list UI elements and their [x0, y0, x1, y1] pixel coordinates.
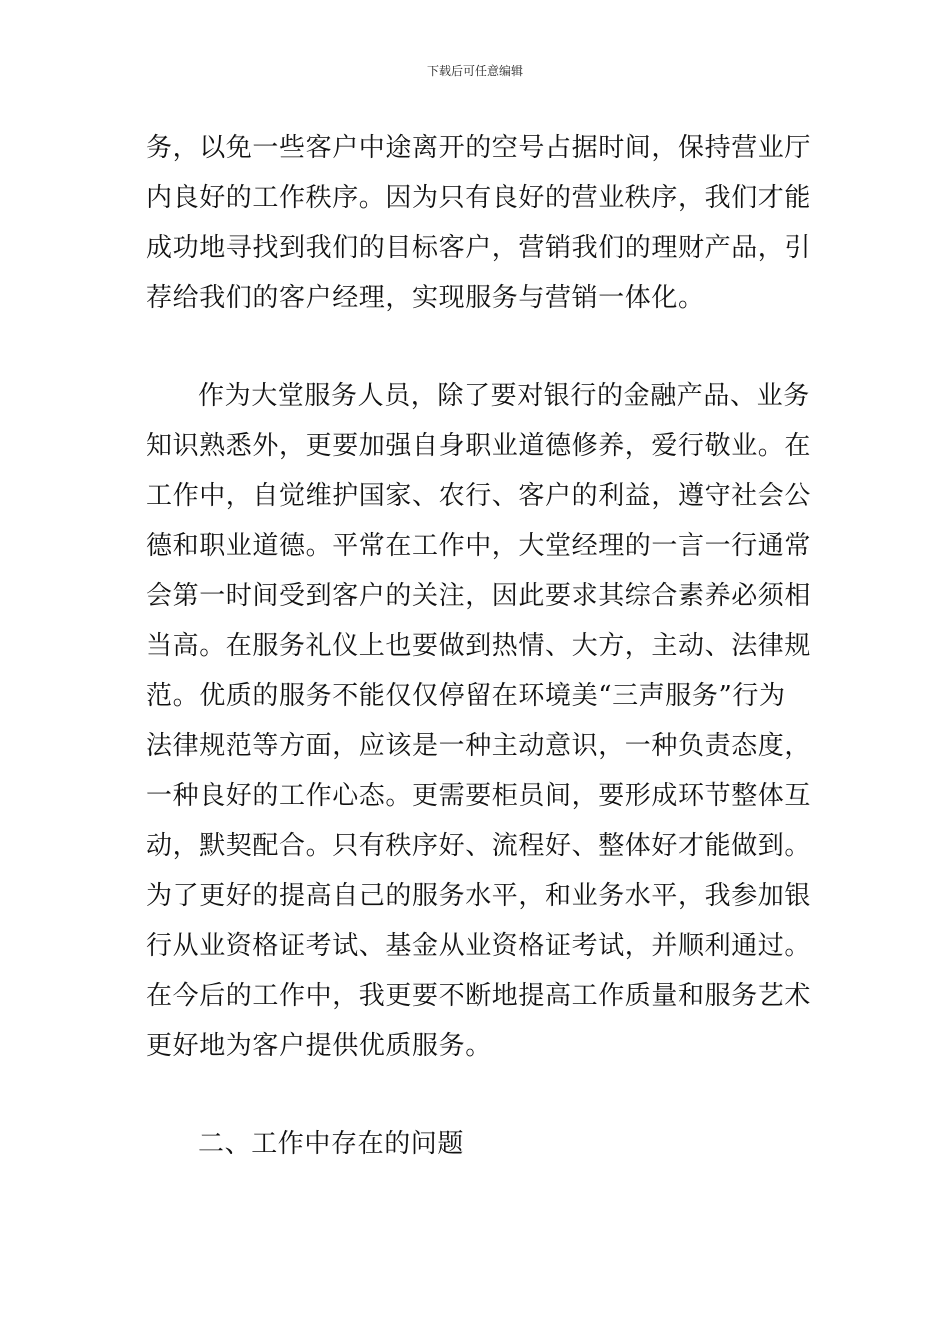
- text-line: 法律规范等方面，应该是一种主动意识，一种负责态度，: [146, 731, 812, 761]
- text-line: 知识熟悉外，更要加强自身职业道德修养，爱行敬业。在: [146, 431, 812, 461]
- text-line: 当高。在服务礼仪上也要做到热情、大方，主动、法律规: [146, 631, 812, 661]
- text-line: 会第一时间受到客户的关注，因此要求其综合素养必须相: [146, 581, 812, 611]
- text-line: 德和职业道德。平常在工作中，大堂经理的一言一行通常: [146, 531, 812, 561]
- text-line: 务，以免一些客户中途离开的空号占据时间，保持营业厅: [146, 133, 812, 163]
- text-line: 内良好的工作秩序。因为只有良好的营业秩序，我们才能: [146, 183, 812, 213]
- text-line: 动，默契配合。只有秩序好、流程好、整体好才能做到。: [146, 831, 812, 861]
- text-line: 作为大堂服务人员，除了要对银行的金融产品、业务: [198, 381, 810, 411]
- text-line: 工作中，自觉维护国家、农行、客户的利益，遵守社会公: [146, 481, 812, 511]
- text-line: 行从业资格证考试、基金从业资格证考试，并顺利通过。: [146, 931, 812, 961]
- text-line: 更好地为客户提供优质服务。: [146, 1031, 492, 1061]
- section-heading: 二、工作中存在的问题: [198, 1129, 465, 1159]
- text-line: 荐给我们的客户经理，实现服务与营销一体化。: [146, 283, 705, 313]
- text-line: 一种良好的工作心态。更需要柜员间，要形成环节整体互: [146, 781, 812, 811]
- text-line: 为了更好的提高自己的服务水平，和业务水平，我参加银: [146, 881, 812, 911]
- text-line: 范。优质的服务不能仅仅停留在环境美“三声服务”行为: [146, 681, 786, 711]
- text-line: 成功地寻找到我们的目标客户，营销我们的理财产品，引: [146, 233, 812, 263]
- text-line: 在今后的工作中，我更要不断地提高工作质量和服务艺术: [146, 981, 812, 1011]
- page-header: 下载后可任意编辑: [426, 64, 523, 78]
